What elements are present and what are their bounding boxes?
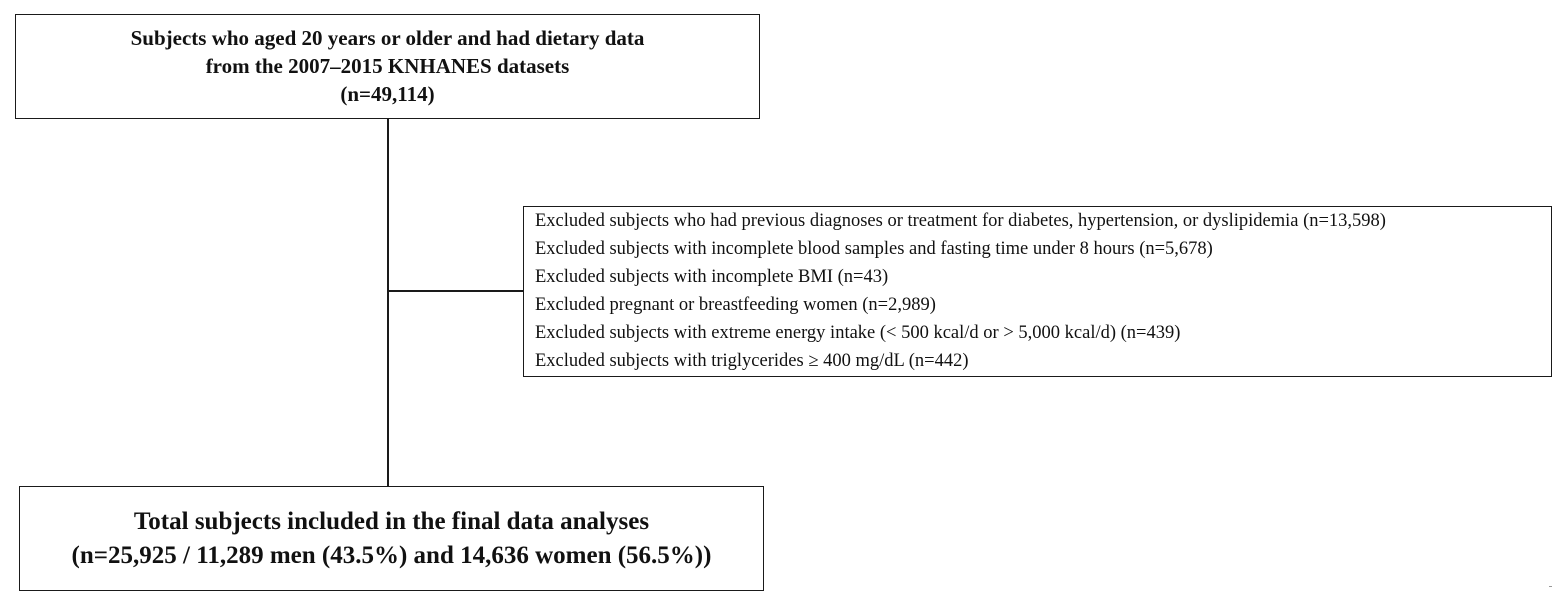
- exclusion-item: Excluded subjects with extreme energy intake (< 500 kcal/d or > 5,000 kcal/d) (n=439): [535, 323, 1181, 343]
- exclusion-item: Excluded subjects with incomplete blood samples and fasting time under 8 hours (n=5,678): [535, 239, 1213, 259]
- final-population-title: Total subjects included in the final data analyses: [133, 508, 650, 535]
- flow-connector-exclusion-branch: [388, 290, 523, 292]
- initial-population-count: (n=49,114): [340, 82, 435, 106]
- exclusion-criteria-box: [523, 206, 1552, 377]
- exclusion-item: Excluded subjects who had previous diagnoses or treatment for diabetes, hypertension, or dyslipidemia (n=13,598): [535, 211, 1386, 231]
- final-population-count: (n=25,925 / 11,289 men (43.5%) and 14,636 women (56.5%)): [71, 542, 712, 569]
- corner-mark: [1549, 586, 1552, 587]
- exclusion-item: Excluded subjects with incomplete BMI (n=43): [535, 267, 889, 287]
- exclusion-item: Excluded subjects with triglycerides ≥ 400 mg/dL (n=442): [535, 351, 969, 371]
- initial-population-line-2: from the 2007–2015 KNHANES datasets: [205, 54, 570, 78]
- initial-population-box: [15, 14, 760, 119]
- flow-connector-vertical: [387, 119, 389, 486]
- initial-population-line-1: Subjects who aged 20 years or older and had dietary data: [130, 26, 645, 50]
- exclusion-item: Excluded pregnant or breastfeeding women (n=2,989): [535, 295, 936, 315]
- final-population-box: [19, 486, 764, 591]
